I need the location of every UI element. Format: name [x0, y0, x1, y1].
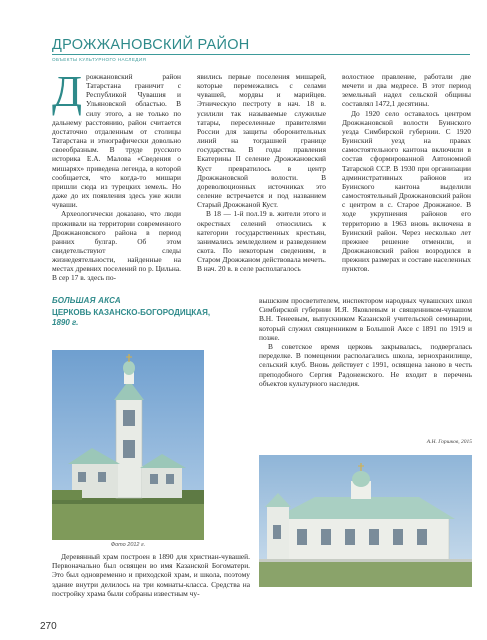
intro-paragraph: Археологически доказано, что люди проживали на территории современного Дрожжановского района в период ранних булгар. Об этом свидетельствуют следы жизнедеятельности, найденные на местах древних поселений по р. Цильна. В сер 17 в. здесь по-	[52, 209, 181, 283]
intro-paragraph	[52, 72, 181, 209]
church-history-text	[52, 552, 250, 598]
church-title: ЦЕРКОВЬ КАЗАНСКО-БОГОРОДИЦКАЯ,	[52, 308, 211, 317]
church-photo-1-image	[52, 350, 204, 540]
page-header	[52, 37, 472, 62]
page-number: 270	[40, 621, 57, 632]
author-credit: А.Н. Горшков, 2015	[426, 439, 472, 445]
history-paragraph: Деревянный храм построен в 1890 для христиан-чувашей. Первоначально был освящен во имя Казанской Богоматери. Это был одновременно и приходской храм, и школа, поэтому здание внутри делилось на три комнаты-класса. Средства на постройку храма были собраны известным чу-	[52, 552, 250, 598]
intro-paragraph: волостное правление, работали две мечети и два медресе. В этот период земельный надел сельской общины составлял 1472,1 десятины.	[342, 72, 471, 109]
page-subtitle: ОБЪЕКТЫ КУЛЬТУРНОГО НАСЛЕДИЯ	[52, 57, 147, 62]
church-description	[259, 296, 472, 388]
photo-caption: Фото 2012 г.	[110, 542, 146, 548]
village-name: БОЛЬШАЯ АКСА	[52, 296, 121, 305]
church-year: 1890 г.	[52, 318, 79, 327]
intro-text: рожжановский район Татарстана граничит с Республикой Чувашия и Ульяновской областью. В силу этого, а не только по дальнему расстоянию, район считается достаточно отдаленным от столицы Татарстана и этнографически довольно своеобразным. В труде русского историка Е.А. Малова «Сведения о мишарях» приведена легенда, в которой сообщается, что когда-то мишари пришли сюда из турецких земель. Но даже до их появления здесь уже жили чуваши.	[52, 72, 181, 210]
intro-paragraph: До 1920 село оставалось центром Дрожжановской волости Буинского уезда Симбирской губернии. С 1920 Буинский уезд на правах самостоятельного кантона включили в состав сформированной Автономной Татарской ССР. В 1930 при организации административных районов из Буинского кантона выделили самостоятельный Дрожжановский район с центром в с. Старое Дрожжаное. В ходе укрупнения районов его территорию в 1963 вновь включена в Буинский район. Через несколько лет прежнее решение отменили, и Дрожжановский район возродился в прежних размерах и составе населенных пунктов.	[342, 108, 471, 274]
intro-column-3	[342, 72, 471, 297]
church-photo-2-image	[259, 455, 472, 587]
intro-columns	[52, 72, 472, 297]
intro-paragraph: явились первые поселения мишарей, которые перемежались с селами чувашей, мордвы и марийцев. Этническую пестроту в нач. 18 в. усилили так называемые служилые татары, переселенные правителями России для защиты оборонительных линий на тогдашней границе государства. В годы правления Екатерины II селение Дрожжановский Куст превратилось в центр Дрожжановской волости. В дореволюционных источниках это селение встречается и под названием Старый Дрожжаной Куст.	[197, 72, 326, 210]
church-photo-2	[259, 455, 472, 587]
intro-column-1	[52, 72, 181, 297]
description-paragraph: В советское время церковь закрывалась, подвергалась переделке. В помещении располагались школа, зернохранилище, сельский клуб. Вновь действует с 1991, освящена заново в честь преподобного Сергия Радонежского. Не входит в перечень объектов культурного наследия.	[259, 342, 472, 388]
section-heading	[52, 296, 252, 327]
drop-cap: Д	[52, 72, 83, 116]
page-title: ДРОЖЖАНОВСКИЙ РАЙОН	[52, 37, 250, 53]
intro-column-2	[197, 72, 326, 297]
header-rule	[52, 54, 470, 55]
intro-paragraph: В 18 — 1-й пол.19 в. жители этого и окрестных селений относились к категории государственных крестьян, занимались земледелием и разведением скота. По некоторым сведениям, в Старом Дрожжаном действовала мечеть. В нач. 20 в. в селе располагалось	[197, 209, 326, 274]
church-photo-1	[52, 350, 204, 540]
description-paragraph: вышским просветителем, инспектором народных чувашских школ Симбирской губернии И.Я. Яковлевым и священником-чувашом В.Н. Тенеевым, выпускником Казанской учительской семинарии, который служил священником в Большой Аксе с 1891 по 1919 и позже.	[259, 296, 472, 342]
